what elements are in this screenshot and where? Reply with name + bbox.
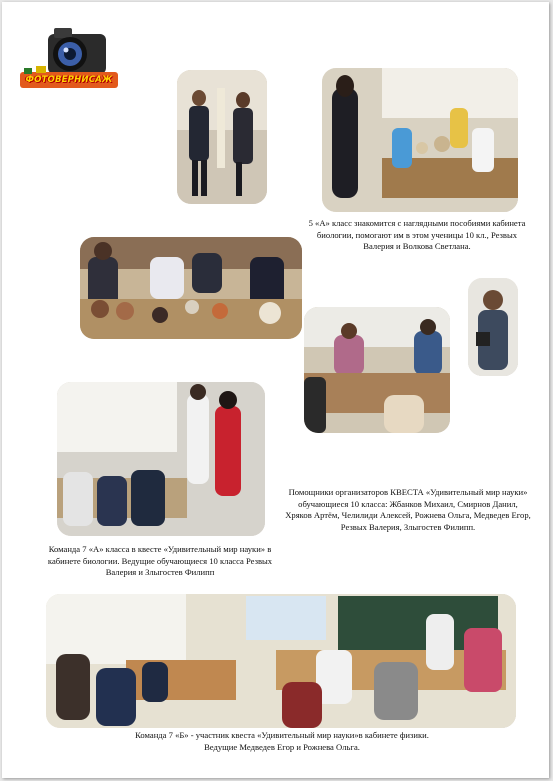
- photo-team7a: [57, 382, 265, 536]
- photo-class5a: [322, 68, 518, 212]
- photo-anatomy-models: [80, 237, 302, 339]
- caption-team7a: Команда 7 «А» класса в квесте «Удивительный мир науки» в кабинете биологии. Ведущие обучающиеся 10 класса Резвых Валерия и Злыгостев Филипп: [47, 544, 273, 577]
- photo-biology-table: [304, 307, 450, 433]
- caption-team7b: Команда 7 «Б» - участник квеста «Удивительный мир науки»в кабинете физики. Ведущие Медведев Егор и Рожнева Ольга.: [135, 730, 429, 752]
- logo-text: ФОТОВЕРНИСАЖ: [25, 75, 113, 85]
- caption-class5a: 5 «А» класс знакомится с наглядными пособиями кабинета биологии, помогают им в этом ученицы 10 кл., Резвых Валерия и Волкова Светлана.: [308, 218, 526, 251]
- photo-skeleton: [177, 70, 267, 204]
- fotovernisazh-logo: [20, 22, 118, 100]
- photo-boy-portrait: [468, 278, 518, 376]
- photo-team7b: [46, 594, 516, 728]
- document-page: [2, 2, 549, 778]
- caption-helpers: Помощники организаторов КВЕСТА «Удивительный мир науки» обучающиеся 10 класса: Жбанков Михаил, Смирнов Данил, Хряков Артём, Челилиди Алексей, Рожнева Ольга, Медведев Егор, Резвых Валерия, Злыгостев Филипп.: [285, 487, 531, 532]
- camera-icon: [20, 22, 118, 100]
